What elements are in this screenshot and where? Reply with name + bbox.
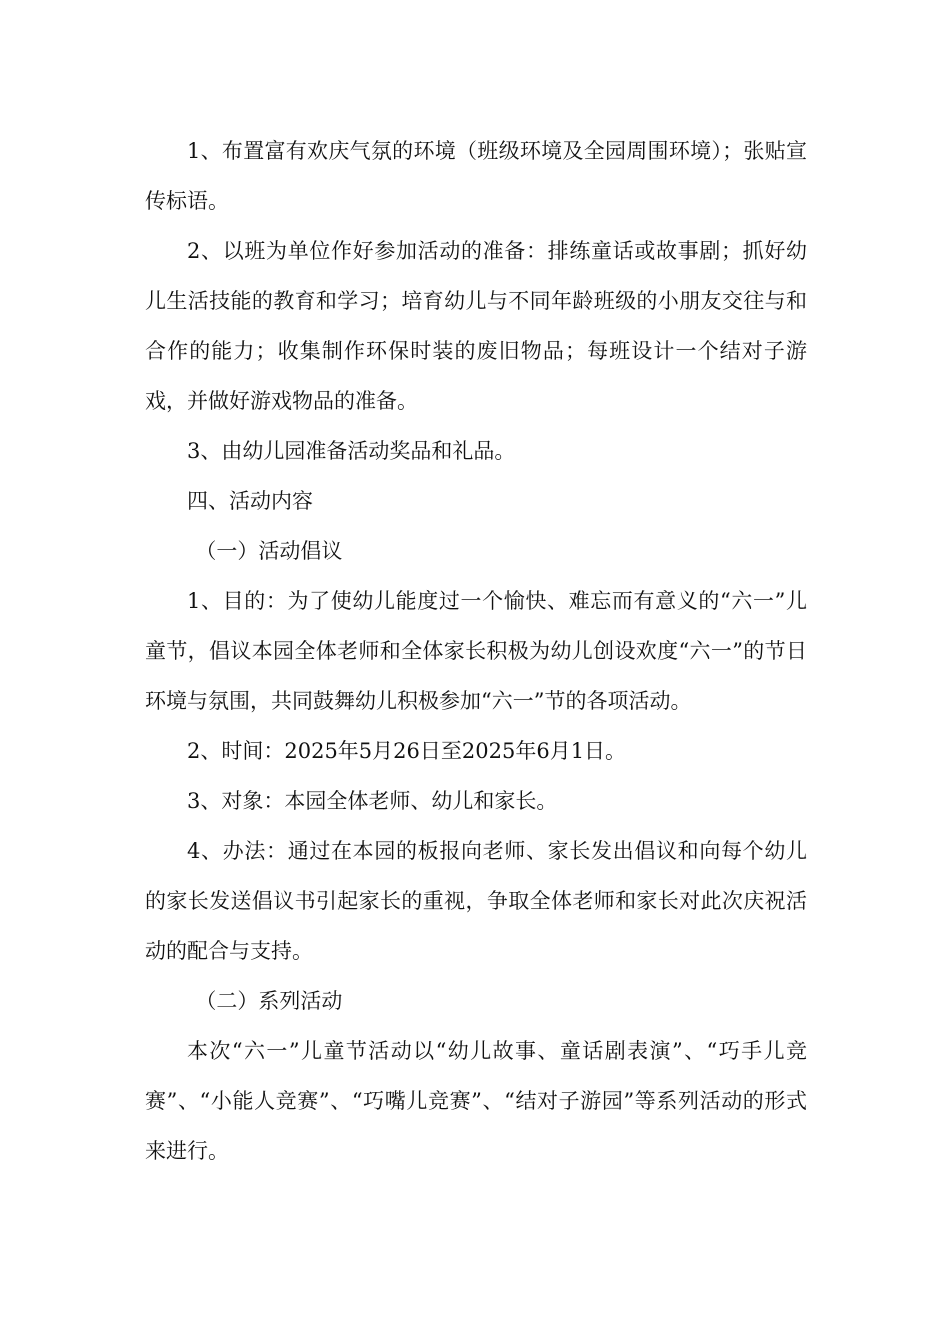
paragraph-purpose: 1、目的：为了使幼儿能度过一个愉快、难忘而有意义的“六一”儿童节，倡议本园全体老师和全体家长积极为幼儿创设欢度“六一”的节日环境与氛围，共同鼓舞幼儿积极参加“六一”节的各项活动。 bbox=[145, 589, 807, 713]
paragraph-series-activities: 本次“六一”儿童节活动以“幼儿故事、童话剧表演”、“巧手儿竞赛”、“小能人竞赛”、“巧嘴儿竞赛”、“结对子游园”等系列活动的形式来进行。 bbox=[145, 1039, 807, 1163]
paragraph-audience: 3、对象：本园全体老师、幼儿和家长。 bbox=[187, 789, 558, 813]
subsection-heading-series-activities: （二）系列活动 bbox=[195, 989, 343, 1013]
paragraph-prizes: 3、由幼儿园准备活动奖品和礼品。 bbox=[187, 439, 516, 463]
paragraph-method: 4、办法：通过在本园的板报向老师、家长发出倡议和向每个幼儿的家长发送倡议书引起家长的重视，争取全体老师和家长对此次庆祝活动的配合与支持。 bbox=[145, 839, 807, 963]
paragraph-class-preparation: 2、以班为单位作好参加活动的准备：排练童话或故事剧；抓好幼儿生活技能的教育和学习；培育幼儿与不同年龄班级的小朋友交往与和合作的能力；收集制作环保时装的废旧物品；每班设计一个结对子游戏，并做好游戏物品的准备。 bbox=[145, 239, 807, 413]
paragraph-time: 2、时间：2025年5月26日至2025年6月1日。 bbox=[187, 739, 627, 763]
subsection-heading-proposal: （一）活动倡议 bbox=[195, 539, 343, 563]
paragraph-environment: 1、布置富有欢庆气氛的环境（班级环境及全园周围环境）；张贴宣传标语。 bbox=[145, 139, 807, 213]
document-body bbox=[145, 126, 807, 1176]
section-heading-activity-content: 四、活动内容 bbox=[187, 489, 313, 513]
